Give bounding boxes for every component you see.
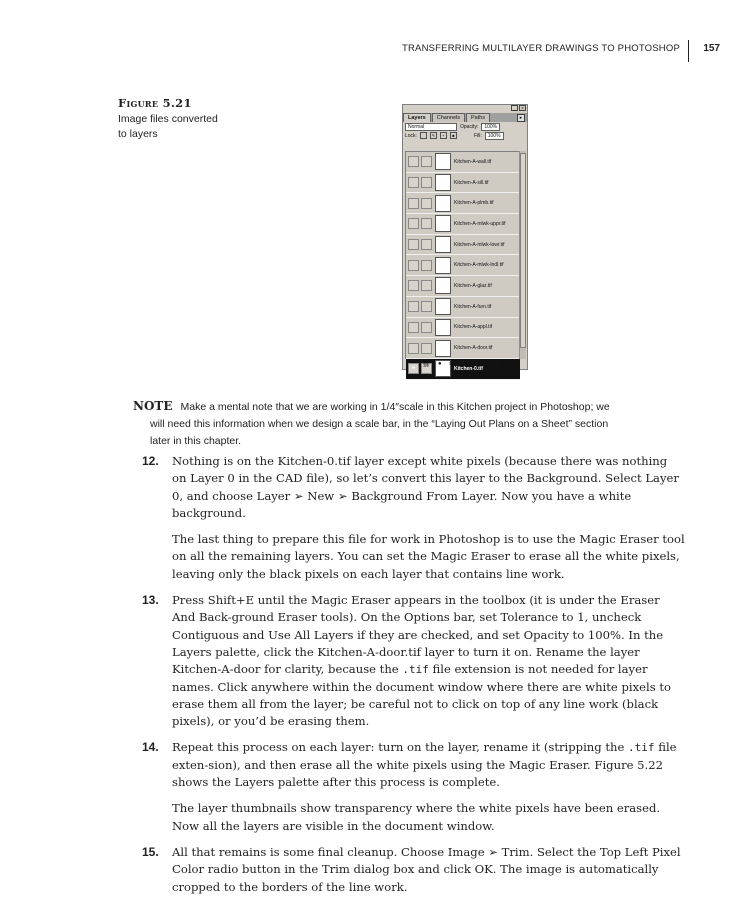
minimize-icon: _ [511,105,518,111]
step-12 [130,453,685,583]
step-paragraph: The last thing to prepare this file for work in Photoshop is to use the Magic Eraser tool on all the remaining layers. You can set the Magic Eraser to erase all the white pixels, leaving only the black pixels on each layer that contains line work. [172,532,685,581]
close-icon: × [519,105,526,111]
visibility-icon [408,198,419,209]
note-line: later in this chapter. [150,435,242,447]
palette-titlebar [403,105,527,113]
step-number: 12. [142,454,159,468]
fill-field: 100% [485,132,504,140]
visibility-icon [408,218,419,229]
opacity-field: 100% [481,123,500,131]
window-buttons [511,105,526,111]
link-layers-icon: ⛓ [422,361,431,368]
step-number: 13. [142,593,159,608]
layer-row [406,214,520,235]
step-15 [130,844,685,896]
note-text: Make a mental note that we are working in 1/4″scale in this Kitchen project in Photoshop; we [180,401,610,413]
layers-palette-figure [402,104,528,370]
scrollbar-thumb [520,153,526,348]
note-block [133,398,693,450]
layer-thumbnail [435,195,451,212]
step-paragraph: Nothing is on the Kitchen-0.tif layer except white pixels (because there was nothing on Layer 0 in the CAD file), so let’s convert this layer to the Background. Select Layer 0, and choose Layer ➢ New ➢ Background From Layer. Now you have a white background. [172,454,679,520]
link-icon [421,177,432,188]
palette-bottom-bar [403,359,527,369]
layer-thumbnail [435,174,451,191]
code-text: .tif [402,663,429,677]
layer-name: Kitchen-A-door.tif [454,345,493,352]
layer-name: Kitchen-A-appl.tif [454,324,493,331]
layer-thumbnail [435,257,451,274]
step-number: 14. [142,740,159,755]
step-paragraph: All that remains is some final cleanup. Choose Image ➢ Trim. Select the Top Left Pixel Color radio button in the Trim dialog box and click OK. The image is automatically cropped to the borders of the line work. [172,844,681,894]
lock-all-icon: ■ [450,132,457,139]
lock-fill-row [403,131,527,140]
layer-style-icon: ● [438,361,442,367]
visibility-icon [408,156,419,167]
header-divider [688,40,689,62]
lock-label: Lock: [405,132,417,139]
layer-name: Kitchen-A-wall.tif [454,158,492,165]
adjustment-icon: ◐ [461,361,465,367]
step-14 [130,739,685,834]
page-number: 157 [703,43,720,54]
link-icon [421,301,432,312]
running-header [400,40,720,62]
visibility-icon [408,280,419,291]
visibility-icon [408,301,419,312]
figure-caption-line: Image files converted [118,113,218,125]
layers-scrollbar [519,151,526,359]
link-icon [421,280,432,291]
palette-menu-arrow-icon: ▸ [517,114,525,122]
layer-name: Kitchen-0.tif [454,365,483,372]
step-number: 15. [142,844,159,859]
link-icon [421,156,432,167]
tab-layers: Layers [403,113,431,122]
layer-row [406,297,520,318]
step-paragraph [172,739,685,791]
visibility-icon [408,260,419,271]
layer-thumbnail [435,319,451,336]
trash-icon: 🗑 [499,361,508,368]
step-paragraph: The layer thumbnails show transparency where the white pixels have been erased. Now all the layers are visible in the document window. [172,801,661,833]
palette-tabs [403,113,527,122]
visibility-icon [408,177,419,188]
layer-thumbnail [435,277,451,294]
layer-row [406,318,520,339]
layer-name: Kitchen-A-glaz.tif [454,282,492,289]
link-icon [421,239,432,250]
step-text: file exten-sion), and then erase all the white pixels using the Magic Eraser. Figure 5.22 shows the Layers palette after this process is complete. [172,740,677,790]
eye-icon: ● [408,363,419,374]
layer-thumbnail [435,340,451,357]
visibility-icon [408,322,419,333]
running-header-title: TRANSFERRING MULTILAYER DRAWINGS TO PHOTOSHOP [401,43,680,54]
note-line: will need this information when we design a scale bar, in the “Laying Out Plans on a Sheet” section [150,418,609,430]
layer-name: Kitchen-A-mlwk-uppr.tif [454,220,506,227]
link-icon [421,218,432,229]
folder-icon: ▭ [472,361,479,368]
layer-row [406,173,520,194]
lock-move-icon: + [440,132,447,139]
figure-caption [118,96,258,142]
note-line [133,398,693,416]
blend-mode-select: Normal [405,123,457,131]
layer-row [406,193,520,214]
tab-paths: Paths [466,113,490,122]
layers-list [405,151,521,372]
layer-row [406,255,520,276]
layer-name: Kitchen-A-sill.tif [454,179,489,186]
layer-thumbnail [435,153,451,170]
layer-row [406,276,520,297]
lock-paint-icon: ✎ [431,133,436,138]
step-text: file extension is not needed for layer names. Click anywhere within the document window where there are white pixels to erase them all from the layer; be careful not to click on top of any line work (black pixels), or you’d be erasing them. [172,662,671,729]
layer-name: Kitchen-A-mlwk-lndl.tif [454,262,504,269]
link-icon [421,260,432,271]
tab-channels: Channels [432,113,465,122]
link-icon [421,343,432,354]
opacity-label: Opacity: [460,123,479,130]
step-text: Repeat this process on each layer: turn on the layer, rename it (stripping the [172,740,629,755]
blend-opacity-row [403,122,527,131]
figure-caption-line: to layers [118,128,158,140]
note-label: NOTE [133,399,173,413]
layer-thumbnail [435,215,451,232]
layer-row [406,152,520,173]
mask-icon: ◘ [449,361,454,367]
layer-thumbnail [435,298,451,315]
layer-name: Kitchen-A-furn.tif [454,303,492,310]
visibility-icon [408,239,419,250]
layer-thumbnail [435,236,451,253]
figure-caption-text [118,112,258,142]
step-13 [130,592,685,730]
layer-name: Kitchen-A-plmb.tif [454,200,494,207]
steps-list [130,453,685,905]
code-text: .tif [628,741,655,755]
lock-icons [420,132,457,139]
figure-label: Figure 5.21 [118,96,192,110]
new-layer-icon: ❏ [486,361,492,368]
layer-name: Kitchen-A-mlwk-lowr.tif [454,241,505,248]
step-paragraph [172,592,685,730]
layer-row [406,338,520,359]
link-icon [421,198,432,209]
link-icon [421,322,432,333]
layer-row [406,235,520,256]
fill-label: Fill: [473,132,482,139]
step-text: Press Shift+E until the Magic Eraser appears in the toolbox (it is under the Eraser And Back-ground Eraser tools). On the Options bar, set Tolerance to 1, uncheck Contiguous and Use All Layers if they are checked, and set Opacity to 100%. In the Layers palette, click the Kitchen-A-door.tif layer to turn it on. Rename the layer Kitchen-A-door for clarity, because the [172,593,664,677]
visibility-icon [408,343,419,354]
lock-transparency-icon [420,132,427,139]
